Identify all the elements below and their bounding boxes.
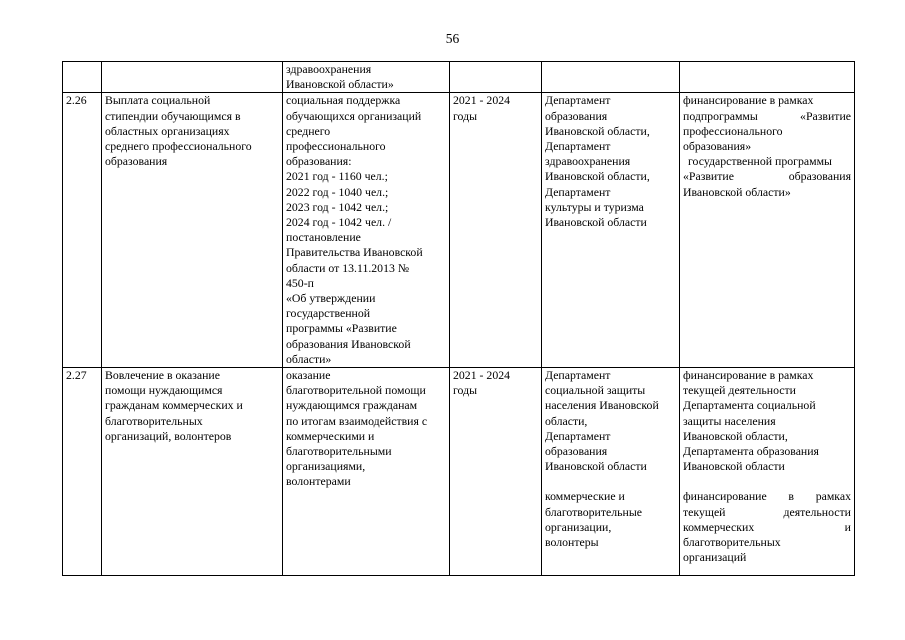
executor-line: организации, [545,519,612,534]
financing-line: Ивановской области, [683,428,788,443]
financing-line: профессионального [683,123,783,138]
description-line: профессионального [286,139,386,154]
financing-line: государственной программы [688,154,832,169]
executor-line: образования [545,108,608,123]
financing-line: финансирование в рамках [683,93,814,108]
description-cell [283,368,450,576]
description-line: волонтерами [286,474,351,489]
row-number-cell [63,62,102,93]
description-line: образования Ивановской [286,336,411,351]
financing-cell [680,62,855,93]
period-line: 2021 - 2024 [453,368,511,383]
period-line: годы [453,108,478,123]
paragraph-gap [545,474,676,489]
executor-line: Департамент [545,184,611,199]
financing-line: Департамента социальной [683,398,816,413]
row-number-cell: 2.27 [63,368,102,576]
financing-line: образования» [683,139,752,154]
financing-line: текущей деятельности [683,383,796,398]
description-line: Ивановской области» [286,77,394,92]
financing-line: финансирование в рамках [683,489,851,504]
executor-line: Департамент [545,368,611,383]
description-line: 450-п [286,275,314,290]
period-cell [450,368,542,576]
financing-line: текущей деятельности [683,504,851,519]
financing-line: благотворительных [683,535,781,550]
description-line: области от 13.11.2013 № [286,260,410,275]
measure-line: областных организациях [105,123,230,138]
period-line: 2021 - 2024 [453,93,511,108]
description-cell [283,93,450,368]
description-line: 2021 год - 1160 чел.; [286,169,388,184]
financing-line: подпрограммы «Развитие [683,108,851,123]
executor-line: Ивановской области [545,459,647,474]
measure-cell [102,62,283,93]
measure-line: Вовлечение в оказание [105,368,220,383]
description-line: 2024 год - 1042 чел. / [286,215,392,230]
measure-line: Выплата социальной [105,93,211,108]
financing-line: Ивановской области [683,459,785,474]
executor-line: здравоохранения [545,154,631,169]
description-line: 2023 год - 1042 чел.; [286,199,389,214]
measure-line: благотворительных [105,413,203,428]
description-line: постановление [286,230,361,245]
measure-line: среднего профессионального [105,139,252,154]
period-cell [450,93,542,368]
executor-line: образования [545,444,608,459]
financing-cell [680,368,855,576]
description-line: «Об утверждении [286,291,376,306]
description-line: по итогам взаимодействия с [286,413,428,428]
measures-table [62,61,855,576]
executors-cell [542,368,680,576]
description-line: обучающихся организаций [286,108,422,123]
executor-line: культуры и туризма [545,199,644,214]
description-line: Правительства Ивановской [286,245,423,260]
financing-line: финансирование в рамках [683,368,814,383]
description-line: организациями, [286,459,366,474]
description-line: коммерческими и [286,428,375,443]
measure-cell [102,368,283,576]
executor-line: Департамент [545,428,611,443]
measure-line: гражданам коммерческих и [105,398,243,413]
executor-line: Ивановской области, [545,169,650,184]
financing-line: коммерческих и [683,519,851,534]
table-row-2-27 [63,368,855,576]
description-line: государственной [286,306,371,321]
table-row-continuation [63,62,855,93]
measure-line: организаций, волонтеров [105,428,232,443]
financing-line: Департамента образования [683,444,819,459]
description-cell [283,62,450,93]
executor-line: населения Ивановской [545,398,659,413]
description-line: благотворительными [286,444,392,459]
description-line: благотворительной помощи [286,383,426,398]
page-number: 56 [445,31,460,46]
executor-line: благотворительные [545,504,643,519]
measure-line: помощи нуждающимся [105,383,223,398]
period-cell [450,62,542,93]
description-line: 2022 год - 1040 чел.; [286,184,389,199]
executor-line: социальной защиты [545,383,646,398]
measure-cell [102,93,283,368]
financing-line: организаций [683,550,747,565]
description-line: нуждающимся гражданам [286,398,418,413]
table-row-2-26 [63,93,855,368]
description-line: среднего [286,123,331,138]
description-line: области» [286,351,332,366]
row-number-cell: 2.26 [63,93,102,368]
description-line: образования: [286,154,352,169]
financing-line: Ивановской области» [683,184,791,199]
measure-line: образования [105,154,168,169]
description-line: программы «Развитие [286,321,397,336]
financing-cell [680,93,855,368]
executor-line: Ивановской области, [545,123,650,138]
financing-line: «Развитие образования [683,169,851,184]
description-line: оказание [286,368,331,383]
financing-line: защиты населения [683,413,776,428]
executor-line: Ивановской области [545,215,647,230]
description-line: социальная поддержка [286,93,401,108]
period-line: годы [453,383,478,398]
description-line: здравоохранения [286,62,372,76]
measure-line: стипендии обучающимся в [105,108,241,123]
paragraph-gap [683,474,851,489]
executor-line: Департамент [545,93,611,108]
executor-line: волонтеры [545,535,599,550]
executor-line: Департамент [545,139,611,154]
executor-line: коммерческие и [545,489,625,504]
executors-cell [542,62,680,93]
executor-line: области, [545,413,588,428]
executors-cell [542,93,680,368]
